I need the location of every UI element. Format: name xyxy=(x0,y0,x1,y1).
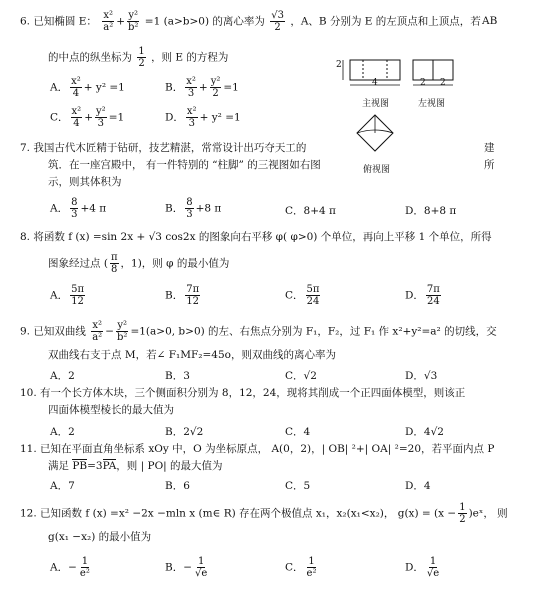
left-view-label: 左视图 xyxy=(418,99,446,109)
q8-option-a[interactable]: A． $\frac{5\pi}{12}$ xyxy=(50,284,85,307)
q7-option-a[interactable]: A． $\frac{8}{3}$ +4 π xyxy=(50,197,107,220)
q6-option-a[interactable]: A． $\frac{\text{x²}}{4}$ + y² =1 xyxy=(50,76,125,99)
q7-option-b[interactable]: B． $\frac{8}{3}$ +8 π xyxy=(165,197,222,220)
left-view-drawing xyxy=(413,60,453,85)
q6-fraction-x: $\frac{\text{x²}}{\text{a²}}$ xyxy=(103,10,114,33)
q7-line1-end: 建 xyxy=(484,142,495,154)
dim-right-b: 2 xyxy=(440,78,446,88)
q10-line1: 10. 有一个长方体木块，三个侧面积分别为 8，12，24，现将其削成一个正四面体模型，则该正 xyxy=(20,387,466,399)
q6-ecc: $\frac{√3}{2}$ xyxy=(271,10,284,33)
q9-option-d[interactable]: D．√3 xyxy=(405,370,438,382)
q12-line2: g(x₁ −x₂) 的最小值为 xyxy=(48,531,152,543)
q6-stem-line1: 6. 已知椭圆 E： $\frac{\text{x²}}{\text{a²}}$ + $\frac{\text{y²}}{\text{b²}}$ =1 (a>b>0) 的离心率为 $\frac{√3}{2}$ ，A、B 分别为 E 的左顶点和上顶点，若 xyxy=(20,10,481,33)
q8-option-c[interactable]: C． $\frac{5\pi}{24}$ xyxy=(285,284,320,307)
q7-option-d[interactable]: D．8+8 π xyxy=(405,205,457,217)
q6-option-d[interactable]: D． $\frac{\text{x²}}{3}$ + y² =1 xyxy=(165,106,241,129)
q6-stem-line2: 的中点的纵坐标为 $\frac{1}{2}$ ，则 E 的方程为 xyxy=(48,46,229,69)
q11-option-c[interactable]: C．5 xyxy=(285,480,311,492)
q9-line2: 双曲线右支于点 M，若∠ F₁MF₂=45o，则双曲线的离心率为 xyxy=(48,349,336,361)
q12-option-d[interactable]: D． $\frac{1}{√e}$ xyxy=(405,556,440,579)
top-view-drawing xyxy=(357,115,393,151)
q7-line3: 示，则其体积为 xyxy=(48,176,122,188)
q10-option-d[interactable]: D．4√2 xyxy=(405,426,444,438)
q11-option-b[interactable]: B．6 xyxy=(165,480,190,492)
q10-line2: 四面体模型棱长的最大值为 xyxy=(48,404,174,416)
q12-line1: 12. 已知函数 f (x) =x² −2x −mln x (m∈ R) 存在两个极值点 x₁，x₂(x₁<x₂)， g(x) = (x − $\frac{1}{2}$ )eˣ， 则 xyxy=(20,502,508,525)
q10-option-c[interactable]: C．4 xyxy=(285,426,311,438)
q9-option-a[interactable]: A．2 xyxy=(50,370,75,382)
q7-line2-end: 所 xyxy=(484,159,495,171)
top-view-label: 俯视图 xyxy=(363,165,391,175)
dim-right-a: 2 xyxy=(420,78,426,88)
q11-line2: 满足 PB=3PA，则 | PO| 的最大值为 xyxy=(48,460,223,472)
dim-bottom: 4 xyxy=(372,78,378,88)
q11-option-a[interactable]: A．7 xyxy=(50,480,75,492)
q9-option-b[interactable]: B．3 xyxy=(165,370,190,382)
vector-pb: PB xyxy=(72,460,88,472)
q7-option-c[interactable]: C．8+4 π xyxy=(285,205,336,217)
q9-line1: 9. 已知双曲线 $\frac{\text{x²}}{\text{a²}}$ − $\frac{\text{y²}}{\text{b²}}$ =1(a>0, b>0) 的左、右焦点分别为 F₁，F₂，过 F₁ 作 x²+y²=a² 的切线，交 xyxy=(20,320,497,343)
q11-option-d[interactable]: D．4 xyxy=(405,480,431,492)
q12-option-c[interactable]: C． $\frac{1}{\text{e²}}$ xyxy=(285,556,317,579)
q7-line1: 7. 我国古代木匠精于钻研，技艺精湛，常常设计出巧夺天工的 xyxy=(20,142,307,154)
q6-ab: AB xyxy=(482,15,498,27)
q9-option-c[interactable]: C．√2 xyxy=(285,370,317,382)
front-view-label: 主视图 xyxy=(362,99,390,109)
q7-line2: 筑．在一座宫殿中， 有一件特别的 “柱脚” 的三视图如右图 xyxy=(48,159,321,171)
vector-pa: PA xyxy=(102,460,117,472)
q11-line1: 11. 已知在平面直角坐标系 xOy 中，O 为坐标原点， A(0，2)，| OB| ²+| OA| ²=20，若平面内点 P xyxy=(20,443,495,455)
q8-option-b[interactable]: B． $\frac{7\pi}{12}$ xyxy=(165,284,200,307)
three-view-figure xyxy=(335,55,465,180)
q6-option-c[interactable]: C． $\frac{\text{x²}}{4}$ + $\frac{\text{y²}}{3}$ =1 xyxy=(50,106,125,129)
q8-line1: 8. 将函数 f (x) =sin 2x + √3 cos2x 的图象向右平移 φ( φ>0) 个单位，再向上平移 1 个单位，所得 xyxy=(20,231,492,243)
q12-option-b[interactable]: B．− $\frac{1}{√e}$ xyxy=(165,556,208,579)
q10-option-a[interactable]: A．2 xyxy=(50,426,75,438)
q8-line2: 图象经过点 ( $\frac{\pi}{8}$ ，1)，则 φ 的最小值为 xyxy=(48,252,230,275)
q8-option-d[interactable]: D． $\frac{7\pi}{24}$ xyxy=(405,284,440,307)
q12-option-a[interactable]: A．− $\frac{1}{\text{e²}}$ xyxy=(50,556,90,579)
q6-fraction-y: $\frac{\text{y²}}{\text{b²}}$ xyxy=(128,10,139,33)
dim-side: 2 xyxy=(336,60,342,70)
q6-option-b[interactable]: B． $\frac{\text{x²}}{3}$ + $\frac{\text{y²}}{2}$ =1 xyxy=(165,76,239,99)
q10-option-b[interactable]: B．2√2 xyxy=(165,426,204,438)
